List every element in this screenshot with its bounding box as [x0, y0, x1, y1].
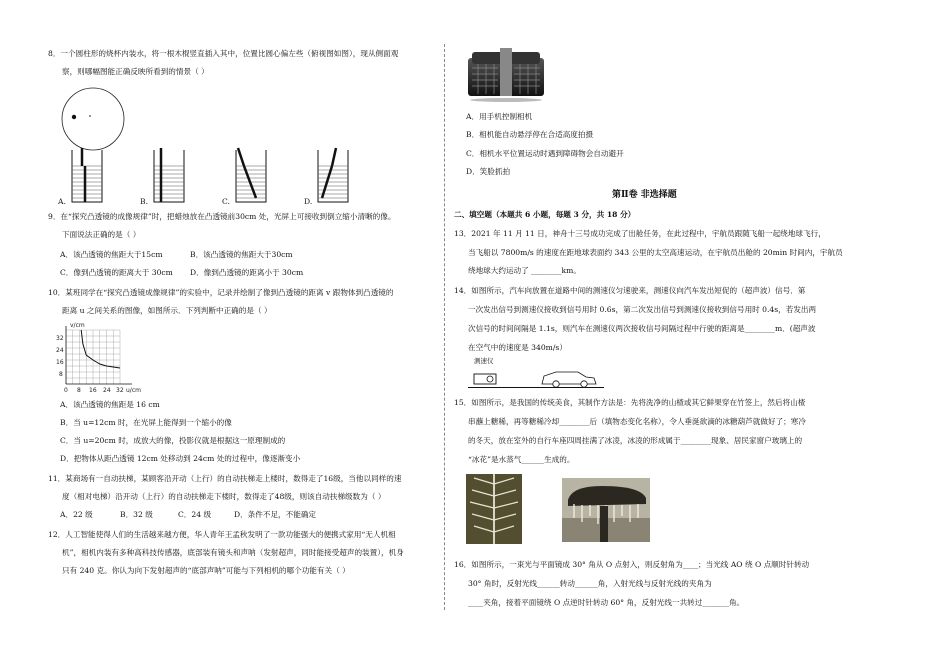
q13-line2: 当飞船以 7800m/s 的速度在距地球表面约 343 公里的太空高速运动，在宇航员出舱的 20min 时间内，宇航员 [468, 248, 843, 257]
y-tick-label: 24 [56, 347, 64, 354]
q14-line3: 次信号的时间间隔是 1.1s，则汽车在测速仪两次接收信号间隔过程中行驶的距离是________m．(超声波 [468, 324, 816, 333]
v-u-curve [81, 330, 120, 368]
q14-line4: 在空气中的速度是 340m/s） [468, 343, 567, 352]
q8-line2: 察，则哪幅图能正确反映所看到的情景（ ） [62, 67, 209, 76]
q10-line2: 距离 u 之间关系的图像，如图所示．下列判断中正确的是（ ） [62, 306, 272, 315]
x-tick-label: 0 [64, 387, 68, 394]
q9-option-b: B．该凸透镜的焦距大于30cm [190, 250, 293, 259]
q9-line1: 9．在“探究凸透镜的成像规律”时，把蜡烛放在凸透镜前30cm 处，光屏上可接收到倒立缩小清晰的像。 [48, 212, 396, 221]
q10-option-b: B．当 u=12cm 时，在光屏上能得到一个缩小的像 [60, 418, 232, 427]
q11-option-b: B．32 级 [120, 510, 153, 519]
q9-option-a: A．该凸透镜的焦距大于15cm [60, 250, 163, 259]
q12-line1: 12．人工智能使得人们的生活越来越方便，华人青年王孟秋发明了一款功能强大的便携式家用“无人机相 [48, 530, 396, 539]
q14-device-label: 测速仪 [474, 357, 494, 365]
column-divider [444, 44, 445, 610]
q9-option-d: D．像到凸透镜的距离小于 30cm [190, 268, 304, 277]
q11-option-a: A．22 级 [60, 510, 93, 519]
q11-line1: 11．某商场有一自动扶梯，某顾客沿开动（上行）的自动扶梯走上楼时，数得走了16级，当他以同样的速 [48, 474, 402, 483]
q11-option-c: C．24 级 [178, 510, 212, 519]
q10-option-d: D．把物体从距凸透镜 12cm 处移动到 24cm 处的过程中，像逐渐变小 [60, 454, 301, 463]
section-head: 二、填空题（本题共 6 小题，每题 3 分，共 18 分） [454, 210, 636, 219]
q8-option-c: C. [222, 197, 230, 206]
x-tick-label: 16 [89, 387, 97, 394]
q11-line2: 度（相对电梯）沿开动（上行）的自动扶梯走下楼时，数得走了48级，则该自动扶梯级数为（ ） [62, 492, 386, 501]
y-tick-label: 8 [59, 371, 63, 378]
q8-beaker-c [234, 148, 268, 204]
q8-top-view-figure [60, 86, 126, 152]
x-tick-label: 8 [77, 387, 81, 394]
icicle-tree-photo [466, 474, 522, 544]
drone-camera-image [466, 44, 546, 104]
x-tick-label: 32 [116, 387, 124, 394]
q15-line4: “冰花”是水蒸气______生成的。 [468, 455, 575, 464]
q10-option-c: C．当 u=20cm 时，成放大的像，投影仪就是根据这一原理制成的 [60, 436, 286, 445]
q8-beaker-d [316, 148, 350, 204]
q8-beaker-b [152, 148, 186, 204]
q13-line3: 绕地球大约运动了 ________km。 [468, 266, 581, 275]
q16-line3: ____夹角，接着平面镜绕 O 点逆时针转动 60° 角，反射光线一共转过_______角。 [468, 598, 745, 607]
q9-line2: 下面说法正确的是（ ） [62, 230, 141, 239]
q12-option-a: A．用手机控制相机 [466, 112, 533, 121]
q14-line2: 一次发出信号到测速仪接收到信号用时 0.6s，第二次发出信号到测速仪接收到信号用时 0.4s，若发出两 [468, 305, 817, 314]
y-tick-label: 16 [56, 359, 64, 366]
q15-line2: 串蘸上糖稀，再等糖稀冷却________后（填物态变化名称），令人垂涎欲滴的冰糖葫芦就做好了；寒冷 [468, 417, 806, 426]
section-title: 第Ⅱ卷 非选择题 [612, 190, 677, 200]
q12-line2: 机”，相机内装有多种高科技传感器，底部装有镜头和声呐（发射超声，同时能接受超声的装置），机身 [62, 548, 404, 557]
q12-option-d: D．笑脸抓拍 [466, 167, 511, 176]
q12-option-c: C．相机水平位置运动时遇到障碍物会自动避开 [466, 149, 624, 158]
q8-option-b: B. [140, 197, 148, 206]
q12-line3: 只有 240 克。你认为向下发射超声的“底部声呐”可能与下列相机的哪个功能有关（ ） [62, 566, 350, 575]
x-tick-label: 24 [103, 387, 111, 394]
q10-line1: 10．某班同学在“探究凸透镜成像规律”的实验中，记录并绘制了像到凸透镜的距离 v 跟物体到凸透镜的 [48, 288, 394, 297]
q16-line1: 16．如图所示，一束光与平面镜成 30° 角从 O 点射入，则反射角为____；当光线 AO 绕 O 点顺时针转动 [454, 560, 810, 569]
q8-option-a: A. [58, 197, 66, 206]
q8-option-d: D. [304, 197, 313, 206]
car-outline [542, 372, 596, 384]
q8-line1: 8．一个圆柱形的烧杯内装水，将一根木棍竖直插入其中，位置比圆心偏左些（俯视图如图），现从侧面观 [48, 49, 399, 58]
q15-line1: 15．如图所示，是我国的传统美食，其制作方法是：先将洗净的山楂或其它鲜果穿在竹签上，然后将山楂 [454, 398, 806, 407]
q14-speed-detector-figure [466, 364, 606, 390]
q11-option-d: D．条件不足，不能确定 [234, 510, 317, 519]
q10-option-a: A．该凸透镜的焦距是 16 cm [60, 400, 160, 409]
q13-line1: 13．2021 年 11 月 11 日，神舟十三号成功完成了出舱任务，在此过程中，宇航员跟随飞船一起绕地球飞行， [454, 229, 826, 238]
q12-option-b: B．相机能自动悬浮停在合适高度拍摄 [466, 130, 594, 139]
q15-line3: 的冬天，放在室外的自行车座四周挂满了冰凌，冰凌的形成属于________现象、居民家窗户玻璃上的 [468, 436, 803, 445]
q9-option-c: C．像到凸透镜的距离大于 30cm [60, 268, 173, 277]
q10-v-u-chart [50, 322, 140, 394]
y-tick-label: 32 [56, 335, 64, 342]
y-axis-label: v/cm [70, 322, 85, 329]
bicycle-seat-icicle-photo [562, 478, 650, 542]
q16-line2: 30° 角时，反射光线______转动______角，入射光线与反射光线的夹角为 [468, 579, 712, 588]
q14-line1: 14．如图所示，汽车向放置在道路中间的测速仪匀速驶来，测速仪向汽车发出短促的（超声波）信号．第 [454, 286, 806, 295]
q8-beaker-a [70, 148, 104, 204]
x-axis-label: u/cm [126, 387, 141, 394]
